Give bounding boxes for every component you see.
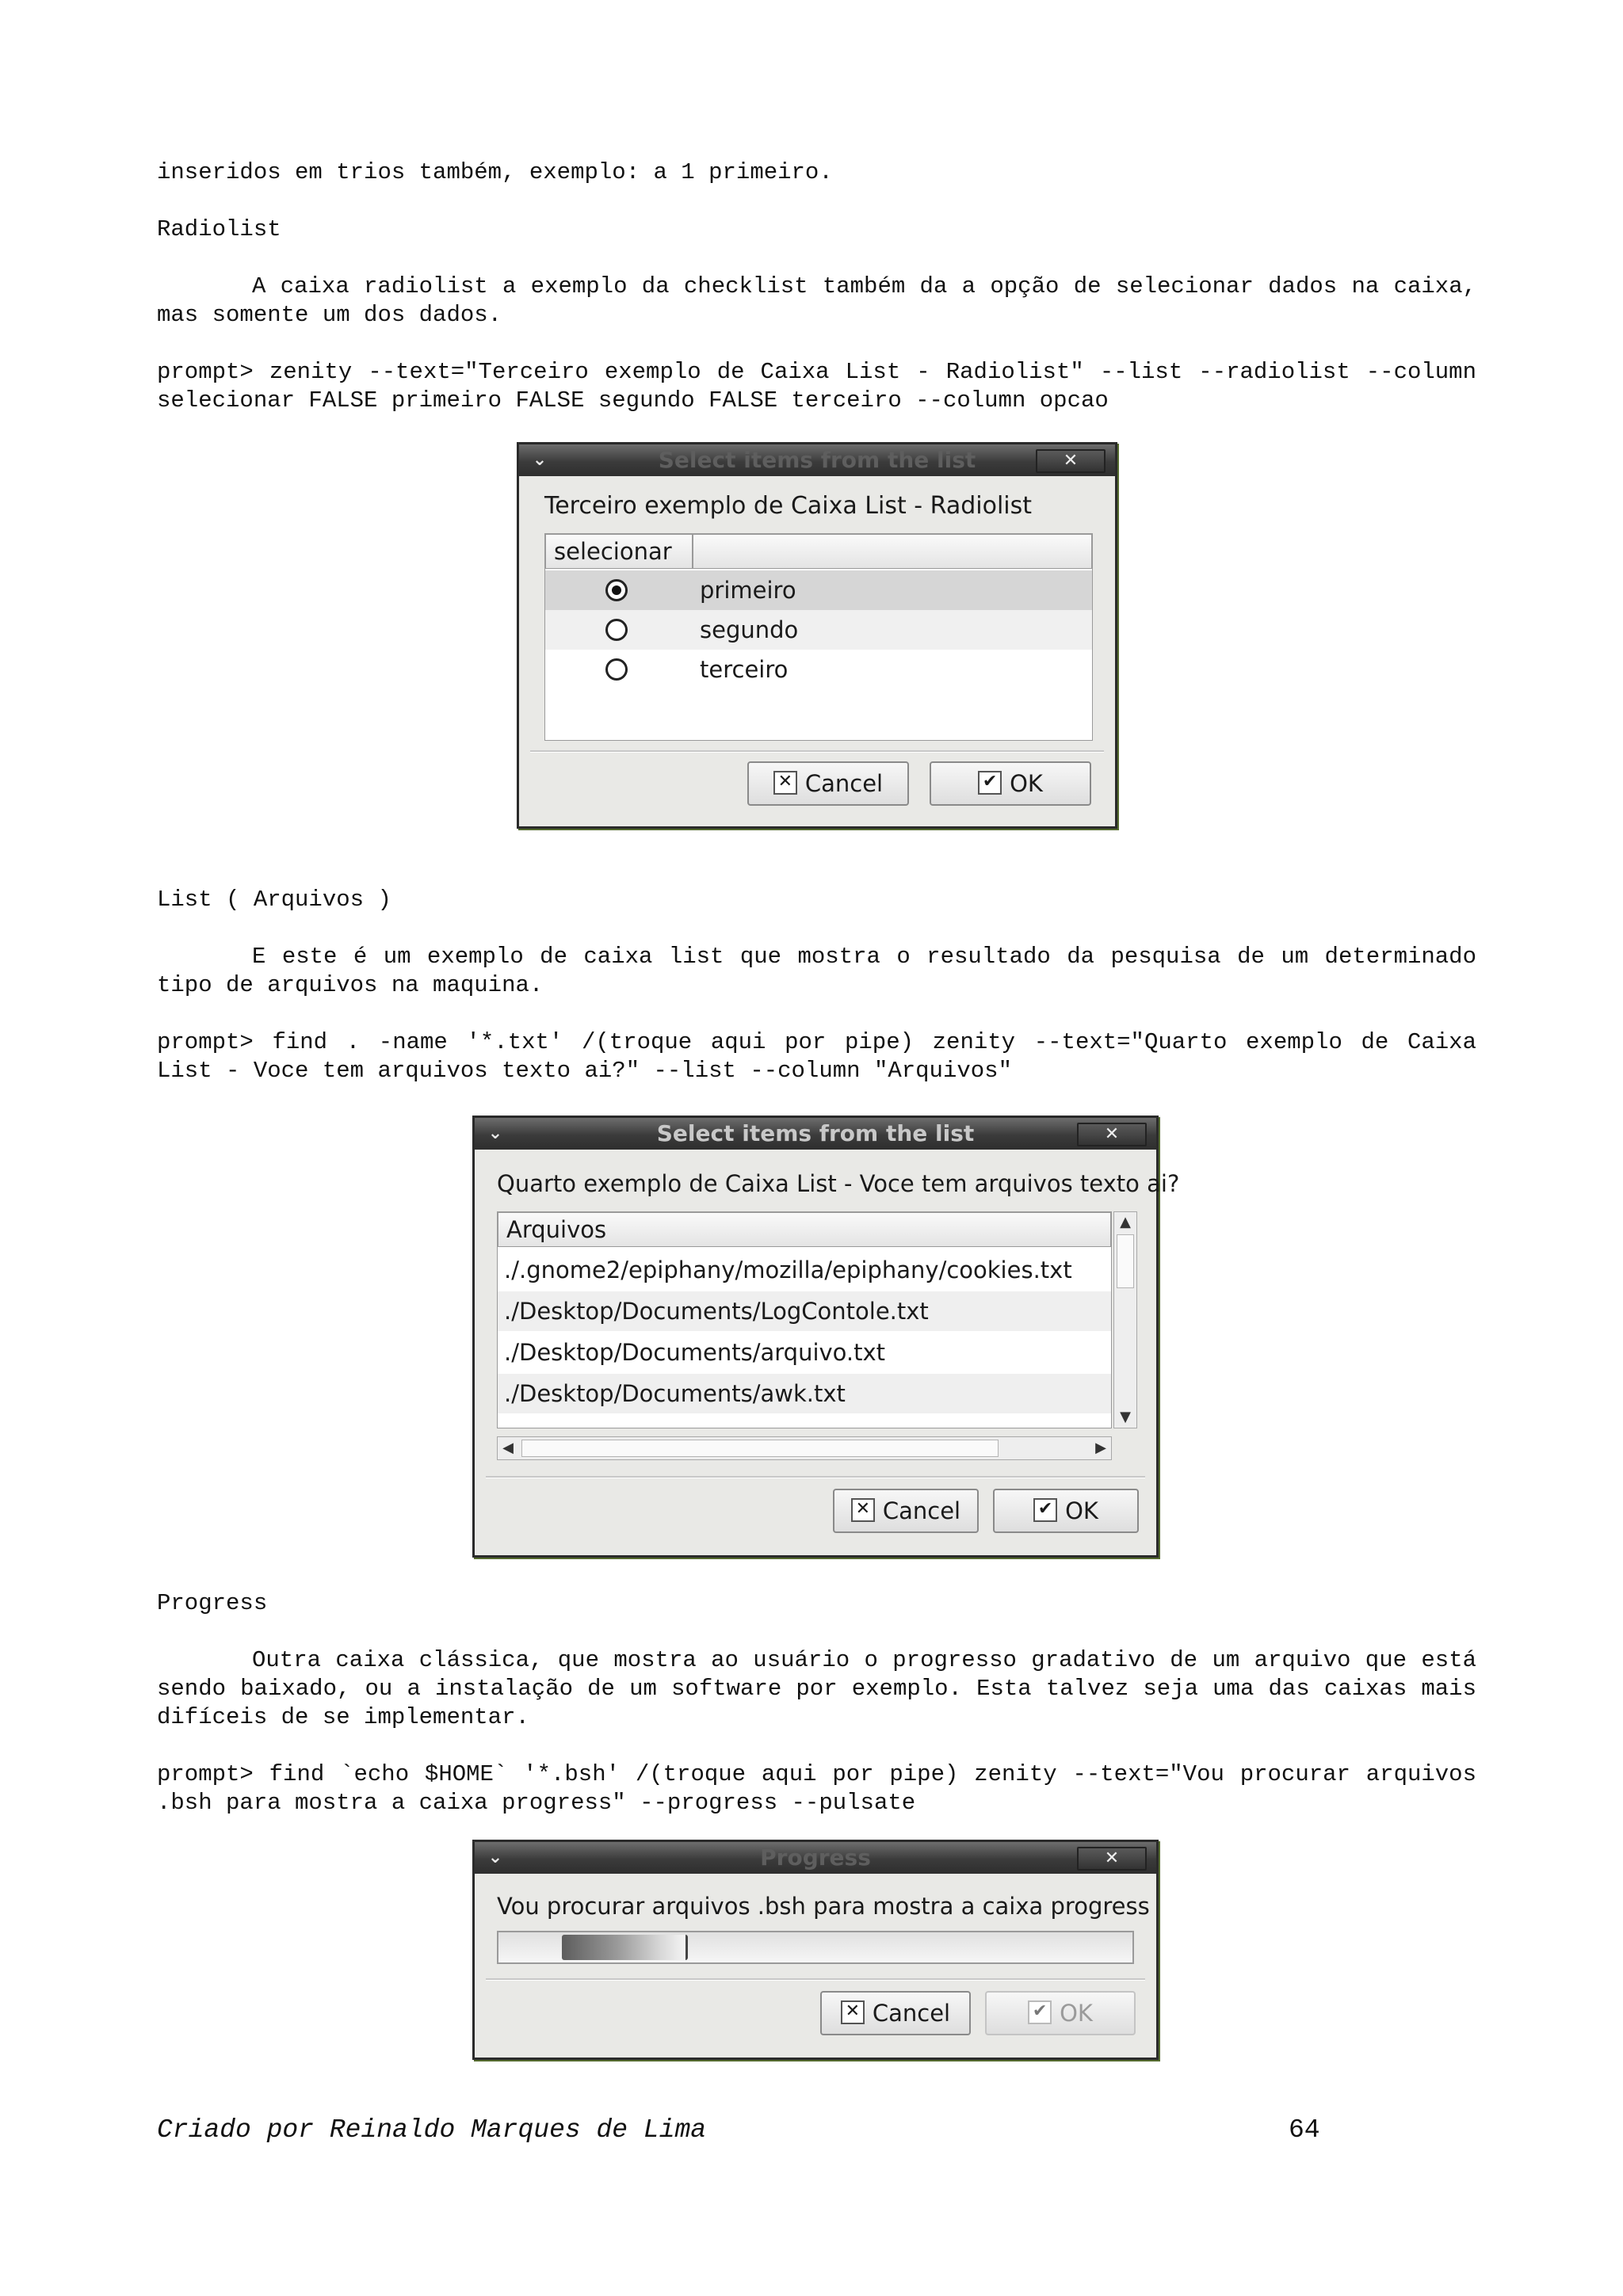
cancel-button[interactable]: ✕ Cancel (833, 1489, 979, 1533)
window-menu-icon[interactable]: ⌄ (487, 1848, 503, 1867)
ok-button[interactable]: ✔ OK (930, 761, 1091, 806)
separator (486, 1476, 1145, 1478)
list-item[interactable]: ./Desktop/Documents/arquivo.txt (498, 1333, 1111, 1372)
scrollbar-thumb[interactable] (521, 1440, 999, 1457)
page-number: 64 (1289, 2115, 1320, 2145)
window-menu-icon[interactable]: ⌄ (532, 450, 548, 470)
radio-button-selected[interactable] (605, 579, 628, 601)
column-header-arquivos[interactable]: Arquivos (498, 1212, 1111, 1247)
scroll-down-arrow-icon[interactable]: ▼ (1120, 1409, 1131, 1425)
heading-list-arquivos: List ( Arquivos ) (157, 887, 391, 913)
footer-author: Criado por Reinaldo Marques de Lima (157, 2115, 707, 2145)
column-header-selecionar[interactable]: selecionar (545, 534, 693, 569)
cancel-button[interactable]: ✕ Cancel (820, 1991, 971, 2035)
scroll-left-arrow-icon[interactable]: ◀ (502, 1440, 514, 1456)
list-item-label: primeiro (700, 577, 796, 604)
radiolist-dialog (517, 442, 1117, 829)
dialog-titlebar (475, 1118, 1156, 1150)
list-item[interactable]: ./Desktop/Documents/awk.txt (498, 1374, 1111, 1413)
scrollbar-thumb[interactable] (1117, 1234, 1134, 1288)
heading-radiolist: Radiolist (157, 216, 281, 242)
cancel-icon: ✕ (773, 771, 797, 795)
ok-button[interactable]: ✔ OK (993, 1489, 1139, 1533)
dialog-titlebar (519, 444, 1115, 476)
list-item[interactable]: ./.gnome2/epiphany/mozilla/epiphany/cookies.txt (498, 1250, 1111, 1290)
list-item-label: segundo (700, 616, 799, 643)
paragraph-progress: Outra caixa clássica, que mostra ao usuário o progresso gradativo de um arquivo que está sendo baixado, ou a instalação de um software por exemplo. Esta talvez seja uma das caixas mais difíceis de se implementar. (157, 1647, 1476, 1730)
close-icon[interactable]: ✕ (1077, 1123, 1147, 1146)
scroll-up-arrow-icon[interactable]: ▲ (1120, 1214, 1131, 1230)
separator (486, 1978, 1145, 1981)
file-list-dialog (472, 1116, 1180, 1558)
ok-button: ✔ OK (985, 1991, 1136, 2035)
paragraph-list: E este é um exemplo de caixa list que mostra o resultado da pesquisa de um determinado tipo de arquivos na maquina. (157, 944, 1476, 998)
progress-pulse-block (562, 1935, 688, 1960)
list-item[interactable] (545, 610, 1092, 650)
radio-button[interactable] (605, 619, 628, 641)
command-radiolist: prompt> zenity --text="Terceiro exemplo de Caixa List - Radiolist" --list --radiolist --column selecionar FALSE primeiro FALSE segundo FALSE terceiro --column opcao (157, 359, 1476, 414)
command-progress: prompt> find `echo $HOME` '*.bsh' /(troque aqui por pipe) zenity --text="Vou procurar arquivos .bsh para mostra a caixa progress" --progress --pulsate (157, 1761, 1476, 1816)
paragraph-intro: inseridos em trios também, exemplo: a 1 primeiro. (157, 159, 833, 185)
dialog-message: Terceiro exemplo de Caixa List - Radiolist (544, 492, 1032, 520)
column-header-opcao[interactable] (693, 534, 1092, 569)
list-item[interactable]: ./Desktop/Documents/LogContole.txt (498, 1291, 1111, 1331)
file-list[interactable] (497, 1211, 1112, 1428)
cancel-icon: ✕ (851, 1498, 875, 1522)
list-item[interactable] (545, 570, 1092, 610)
paragraph-radiolist: A caixa radiolist a exemplo da checklist também da a opção de selecionar dados na caixa, mas somente um dos dados. (157, 273, 1476, 328)
dialog-titlebar (475, 1842, 1156, 1874)
heading-progress: Progress (157, 1590, 268, 1616)
dialog-title: Progress (760, 1844, 871, 1871)
dialog-message: Quarto exemplo de Caixa List - Voce tem arquivos texto ai? (497, 1170, 1180, 1197)
separator (530, 750, 1104, 753)
list-item-label: terceiro (700, 656, 789, 683)
progress-dialog (472, 1840, 1159, 2060)
list-item[interactable] (545, 650, 1092, 689)
radio-button[interactable] (605, 658, 628, 681)
checkmark-icon: ✔ (1028, 2000, 1052, 2024)
dialog-title: Select items from the list (658, 447, 976, 473)
radio-list[interactable] (544, 533, 1093, 741)
close-icon[interactable]: ✕ (1036, 449, 1106, 473)
vertical-scrollbar[interactable] (1113, 1211, 1137, 1428)
horizontal-scrollbar[interactable] (497, 1436, 1112, 1460)
close-icon[interactable]: ✕ (1077, 1847, 1147, 1871)
command-list: prompt> find . -name '*.txt' /(troque aqui por pipe) zenity --text="Quarto exemplo de Caixa List - Voce tem arquivos texto ai?" --list --column "Arquivos" (157, 1029, 1476, 1084)
dialog-title: Select items from the list (656, 1120, 975, 1146)
cancel-button[interactable]: ✕ Cancel (747, 761, 909, 806)
checkmark-icon: ✔ (978, 771, 1002, 795)
cancel-icon: ✕ (841, 2000, 865, 2024)
window-menu-icon[interactable]: ⌄ (487, 1123, 503, 1143)
dialog-message: Vou procurar arquivos .bsh para mostra a caixa progress (497, 1893, 1150, 1920)
scroll-right-arrow-icon[interactable]: ▶ (1095, 1440, 1106, 1456)
progress-bar (497, 1931, 1134, 1964)
checkmark-icon: ✔ (1033, 1498, 1057, 1522)
